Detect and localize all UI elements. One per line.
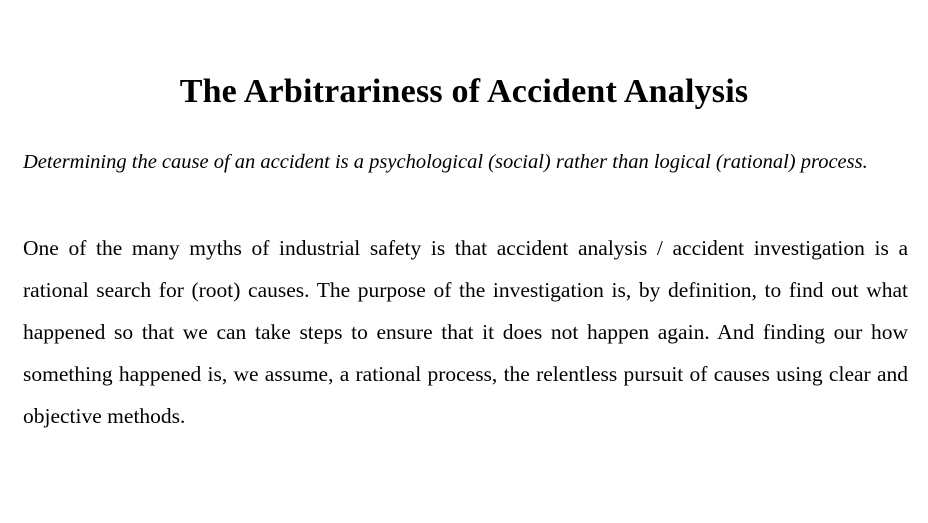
body-paragraph: One of the many myths of industrial safety is that accident analysis / accident investigation is a rational search for (root) causes. The purpose of the investigation is, by definition, to find out what happened so that we can take steps to ensure that it does not happen again. And finding our how something happened is, we assume, a rational process, the relentless pursuit of causes using clear and objective methods. (23, 236, 908, 428)
document-subtitle: Determining the cause of an accident is a psychological (social) rather than logical (rational) process. (23, 151, 868, 173)
document-title: The Arbitrariness of Accident Analysis (179, 73, 749, 110)
